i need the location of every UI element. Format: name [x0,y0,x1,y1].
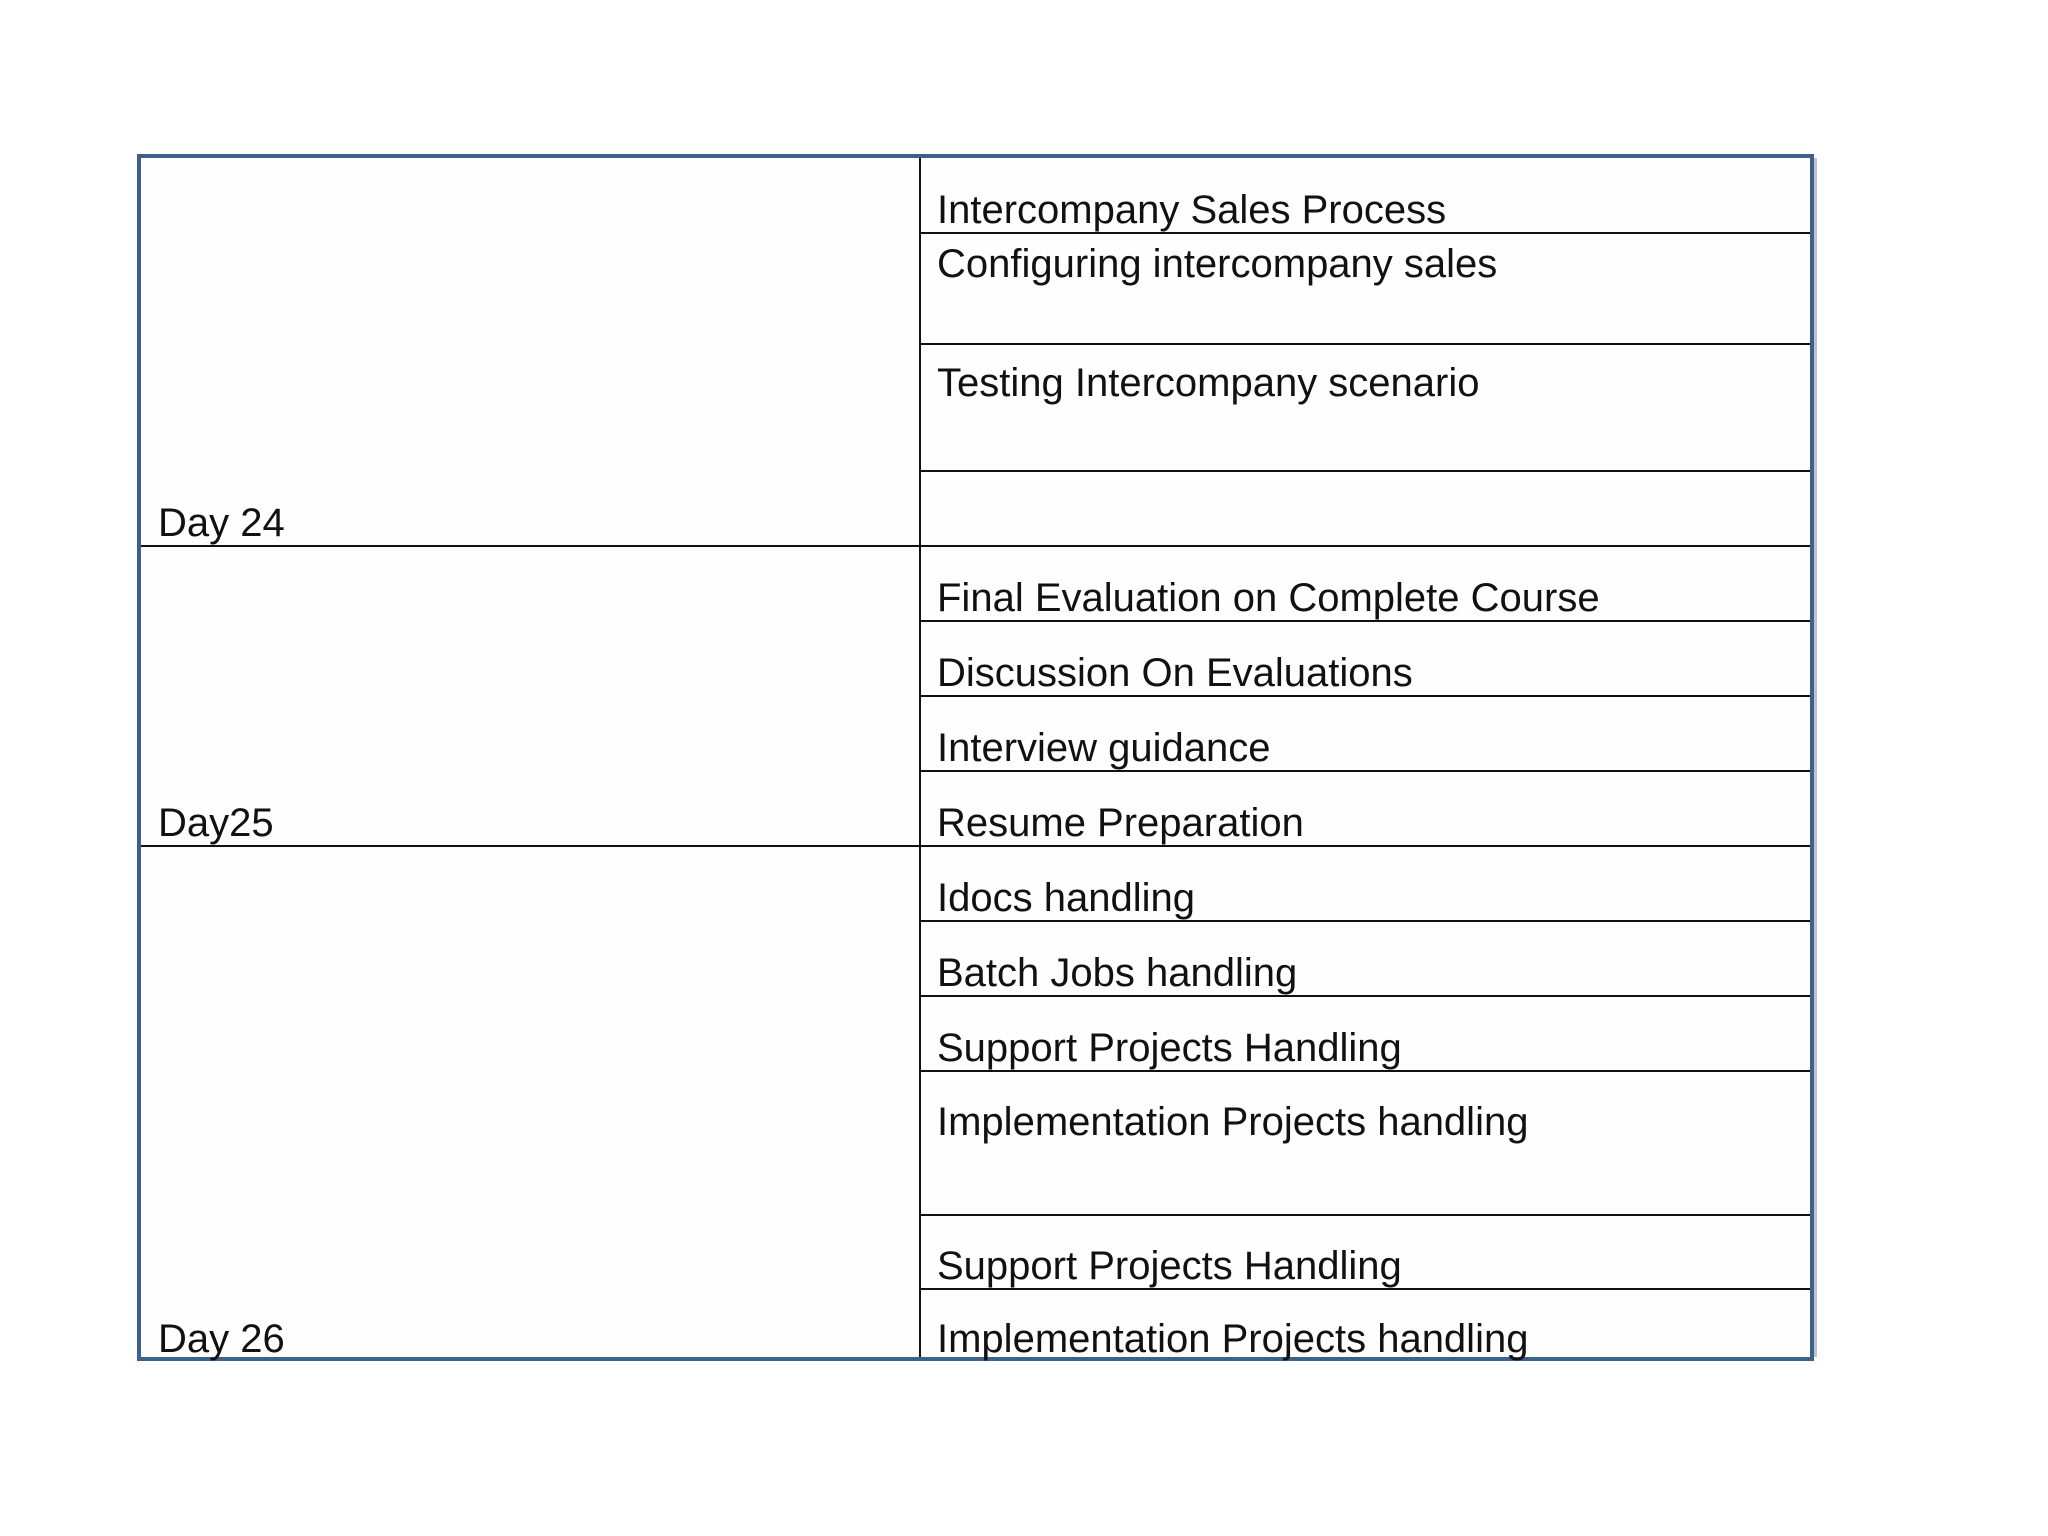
topic-row [921,547,1810,622]
topic-row [921,1290,1810,1361]
topic-row [921,234,1810,345]
topic-row [921,158,1810,234]
topic-row [921,345,1810,472]
topic-text: Configuring intercompany sales [937,242,1498,286]
topic-text: Batch Jobs handling [937,951,1298,995]
topic-row [921,1072,1810,1216]
day-label: Day 24 [158,501,285,545]
topic-text: Intercompany Sales Process [937,188,1447,232]
topic-row [921,772,1810,847]
topic-text: Implementation Projects handling [937,1100,1529,1144]
topic-text: Final Evaluation on Complete Course [937,576,1600,620]
day-label: Day 26 [158,1317,285,1361]
day-label: Day25 [158,801,274,845]
topic-row [921,472,1810,547]
topic-text: Support Projects Handling [937,1026,1402,1070]
topic-row [921,997,1810,1072]
topic-row [921,697,1810,772]
topic-text: Interview guidance [937,726,1271,770]
topic-text: Discussion On Evaluations [937,651,1413,695]
day-cell-24 [141,158,919,547]
topic-text: Implementation Projects handling [937,1317,1529,1361]
topic-column [921,158,1810,1361]
topic-text: Resume Preparation [937,801,1304,845]
topic-row [921,847,1810,922]
topic-text: Idocs handling [937,876,1195,920]
topic-text: Testing Intercompany scenario [937,361,1480,405]
day-cell-25 [141,547,919,847]
schedule-table [137,154,1814,1361]
day-cell-26 [141,847,919,1361]
day-column [141,158,921,1361]
topic-row [921,922,1810,997]
topic-row [921,1216,1810,1290]
topic-row [921,622,1810,697]
topic-text: Support Projects Handling [937,1244,1402,1288]
